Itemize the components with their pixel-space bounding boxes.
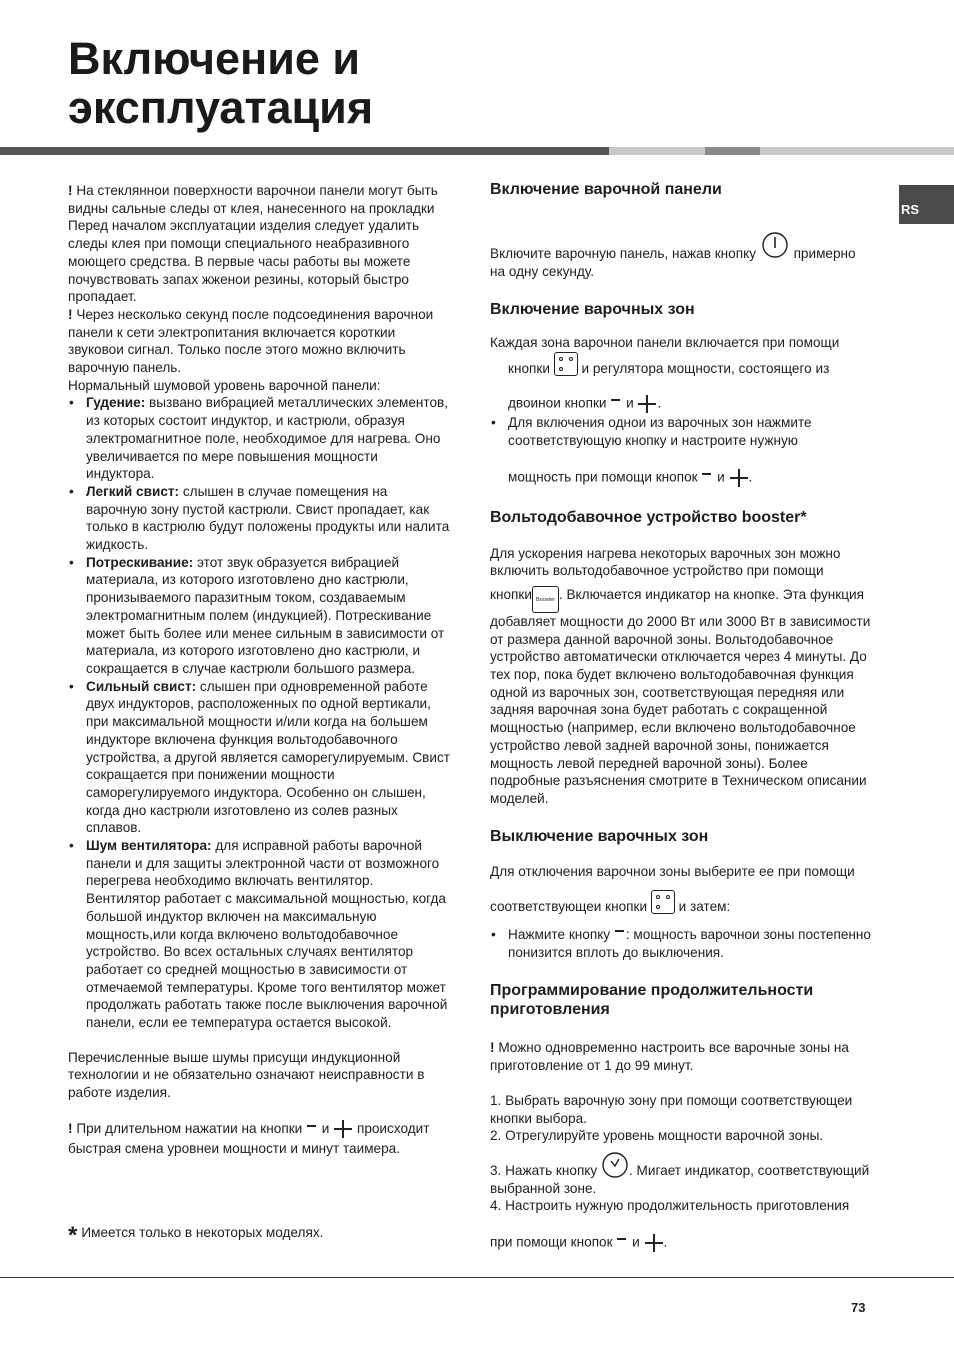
- panel-on-text: Включите варочную панель, нажав кнопку примерно на одну секунду.: [490, 232, 872, 280]
- timer-step-4: 4. Настроить нужную продолжительность приготовления: [490, 1198, 850, 1214]
- plus-icon: [333, 1119, 353, 1139]
- warning-mark: !: [68, 183, 73, 198]
- timer-step-2: 2. Отрегулируйте уровень мощности варочной зоны.: [490, 1128, 824, 1144]
- section-heading-booster: Вольтодобавочное устройство booster*: [490, 508, 807, 526]
- noise-summary: Перечисленные выше шумы присущи индукционной технологии и не обязательно означают неисправности в работе изделия.: [68, 1049, 425, 1101]
- warning-note-3: ! При длительном нажатии на кнопки и происходит быстрая смена уровнеи мощности и минут таимера.: [68, 1120, 430, 1157]
- noise-item: • Сильный свист: слышен при одновременной работе двух индукторов, расположенных по одной вертикали, при максимальной мощности и/или когда на большем индукторе включена функция вольтодобавочного устройства, а другой является саморегулируемым. Свист сокращается при понижении мощности саморегулируемого индуктора. Особенно он слышен, когда дно кастрюли изготовлено из солев разных сплавов.: [68, 678, 450, 837]
- header-bar-light: [609, 147, 705, 155]
- zones-on-bullet: • Для включения однои из варочных зон нажмите соответствующую кнопку и настроите нужную мощность при помощи кнопок и .: [490, 414, 872, 487]
- page-title-line-1: Включение и: [68, 33, 361, 84]
- booster-icon: Booster: [532, 586, 559, 613]
- page-number: 73: [851, 1300, 866, 1315]
- noise-item: • Потрескивание: этот звук образуется вибрацией материала, из которого изготовлено дно кастрюли, пронизываемого паразитным током, создаваемым электромагнитным полем (индукцией). Потрескивание может быть более или менее сильным в зависимости от материала, из которого изготовлено дно кастрюли, и сокращается в случае кастрюли большого размера.: [68, 554, 450, 678]
- section-heading-timer: Программирование продолжительности приготовления: [490, 982, 814, 1019]
- noise-item: • Легкий свист: слышен в случае помещения на варочную зону пустой кастрюли. Свист пропадает, как только в кастрюлю будут положены продукты или налита жидкость.: [68, 483, 450, 554]
- minus-icon: [306, 1121, 318, 1137]
- warning-note-2: ! Через несколько секунд после подсоединения варочнои панели к сети электропитания включается короткии звуковои сигнал. Только после этого можно включить варочную панель.: [68, 306, 434, 376]
- section-heading-zones-on: Включение варочных зон: [490, 301, 695, 319]
- warning-note-1: ! На стекляннои поверхности варочнои панели могут быть видны сальные следы от клея, нанесенного на прокладки Перед началом эксплуатации изделия следует удалить следы клея при помощи специального неабразивного моющего средства. В первые часы работы вы можете почувствовать запах жженои резины, который быстро пропадает.: [68, 183, 438, 305]
- language-tab: RS: [899, 185, 954, 224]
- noise-item: • Шум вентилятора: для исправной работы варочной панели и для защиты электронной части от возможного перегрева необходимо включать вентилятор. Вентилятор работает с максимальной мощностью, когда большой индуктор включен на максимальную мощность,или когда включено вольтодобавочное устройство. Во всех остальных случаях вентилятор работает со средней мощностью в зависимости от отмечаемой температуры. Кроме того вентилятор может продолжать работать также после выключения варочной панели, если ее температура остается высокой.: [68, 837, 450, 1032]
- section-heading-zones-off: Выключение варочных зон: [490, 827, 709, 845]
- page-title-line-2: эксплуатация: [68, 82, 374, 133]
- warning-mark: !: [68, 306, 73, 322]
- minus-icon: [701, 470, 713, 486]
- minus-icon: [614, 927, 626, 943]
- minus-icon: [610, 396, 622, 412]
- timer-step-3: 3. Нажать кнопку . Мигает индикатор, соответствующий выбранной зоне.: [490, 1151, 872, 1197]
- header-bar-mid: [705, 147, 760, 155]
- zone-select-icon: [554, 352, 578, 376]
- section-heading-panel-on: Включение варочной панели: [490, 181, 722, 198]
- plus-icon: [729, 468, 749, 488]
- noise-item: • Гудение: вызвано вибрацией металлических элементов, из которых состоит индуктор, и кастрюли, образуя электромагнитное поле, необходимое для нагрева. Оно увеличивается по мере повышения мощности индуктора.: [68, 394, 450, 483]
- right-column: [490, 180, 872, 1253]
- timer-step-4-cont: при помощи кнопок и .: [490, 1233, 872, 1253]
- plus-icon: [637, 394, 657, 414]
- warning-mark: !: [490, 1040, 495, 1056]
- power-icon: [760, 232, 790, 262]
- left-column: [68, 182, 450, 1158]
- zones-on-text: Каждая зона варочнои панели включается при помощи кнопки и регулятора мощности, состоящего из двоинои кнопки и .: [490, 334, 872, 414]
- footnote-mark: *: [68, 1222, 78, 1249]
- timer-note: ! Можно одновременно настроить все варочные зоны на приготовление от 1 до 99 минут.: [490, 1040, 849, 1074]
- noise-intro: Нормальный шумовой уровень варочной панели:: [68, 377, 381, 393]
- header-bar-dark: [0, 147, 609, 155]
- zone-select-icon: [651, 890, 675, 914]
- footnote: * Имеется только в некоторых моделях.: [68, 1222, 324, 1249]
- zones-off-bullet: • Нажмите кнопку : мощность варочнои зоны постепенно понизится вплоть до выключения.: [490, 926, 872, 961]
- plus-icon: [644, 1233, 664, 1253]
- page-title: [68, 34, 373, 132]
- timer-icon: [601, 1151, 629, 1179]
- booster-text: Для ускорения нагрева некоторых варочных зон можно включить вольтодобавочное устройство при помощи кнопки Booster . Включается индикатор на кнопке. Эта функция добавляет мощности до 2000 Вт или 3000 Вт в зависимости от размера данной варочной зоны. Вольтодобавочное устройство автоматически отключается через 4 минуты. До тех пор, пока будет включено вольтодобавочная функция одной из варочных зон, соответствующая передняя или задняя варочная зона будет работать с сокращенной мощностью (например, если включено вольтодобавочное устройство левой задней варочной зоны, понижается мощность левой передней варочной зоны). Более подробные разъяснения смотрите в Техническом описании моделей.: [490, 545, 871, 806]
- header-bar-light-end: [760, 147, 954, 155]
- footer-rule: [0, 1277, 954, 1278]
- warning-mark: !: [68, 1120, 73, 1136]
- zones-off-text: Для отключения варочнои зоны выберите ее при помощи соответствующеи кнопки и затем:: [490, 863, 855, 915]
- minus-icon: [616, 1235, 628, 1251]
- timer-step-1: 1. Выбрать варочную зону при помощи соответствующеи кнопки выбора.: [490, 1092, 853, 1126]
